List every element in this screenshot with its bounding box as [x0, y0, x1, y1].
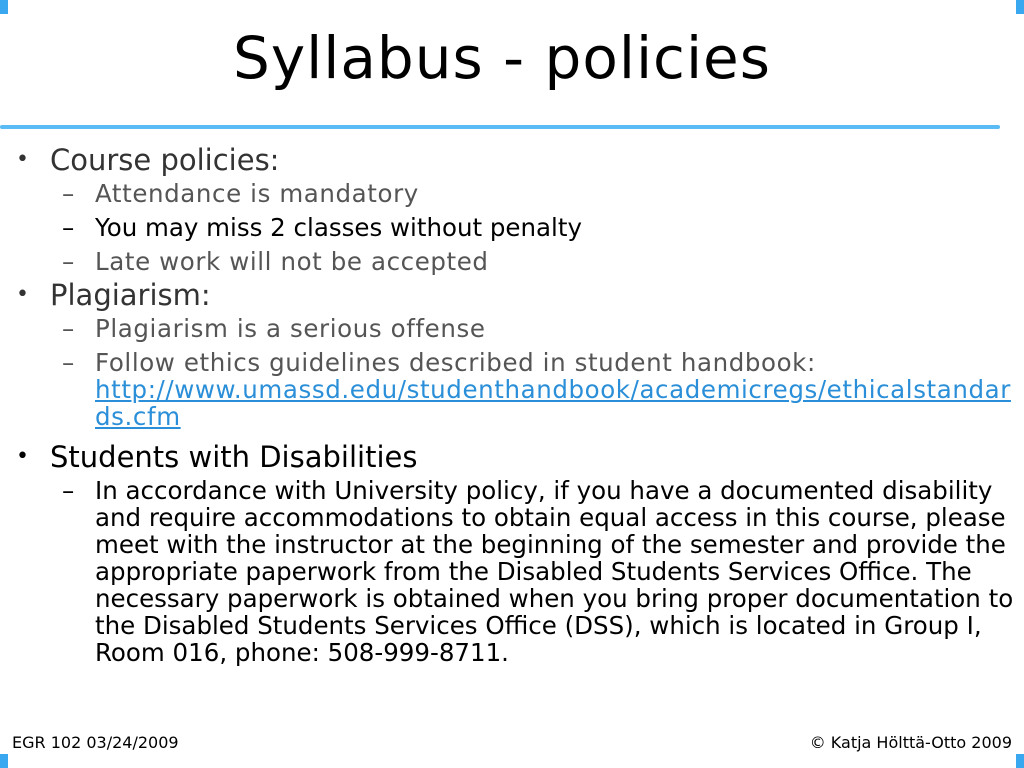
corner-marker-top-left: [0, 0, 8, 14]
dash-icon: –: [62, 247, 75, 276]
bullet-dot-icon: •: [16, 282, 29, 307]
section-heading: Plagiarism:: [50, 278, 211, 312]
sub-item-ethics-guidelines: [0, 349, 1020, 430]
sub-item-attendance: [0, 180, 1020, 207]
footer-course-date: EGR 102 03/24/2009: [12, 733, 179, 752]
dash-icon: –: [62, 179, 75, 208]
slide-content: [0, 140, 1020, 666]
corner-marker-bottom-left: [0, 754, 8, 768]
sub-item-text: Follow ethics guidelines described in student handbook:: [95, 348, 816, 377]
sub-item-text: Attendance is mandatory: [95, 179, 419, 208]
sub-item-missed-classes: [0, 214, 1020, 241]
bullet-dot-icon: •: [16, 147, 29, 172]
footer-copyright: © Katja Hölttä-Otto 2009: [809, 733, 1012, 752]
sub-item-text: In accordance with University policy, if you have a documented disability and require accommodations to obtain equal access in this course, please meet with the instructor at the beginning of the semester and provide the appropriate paperwork from the Disabled Students Services Office. The necessary paperwork is obtained when you bring proper documentation to the Disabled Students Services Office (DSS), which is located in Group I, Room 016, phone: 508-999-8711.: [95, 476, 1014, 667]
sub-item-plagiarism-offense: [0, 315, 1020, 342]
sub-item-text: Late work will not be accepted: [95, 247, 489, 276]
ethics-standards-link[interactable]: http://www.umassd.edu/studenthandbook/academicregs/ethicalstandards.cfm: [95, 375, 1011, 431]
dash-icon: –: [62, 213, 75, 242]
bullet-students-disabilities: [0, 437, 1020, 477]
sub-item-text: You may miss 2 classes without penalty: [95, 213, 582, 242]
sub-item-late-work: [0, 248, 1020, 275]
section-heading: Students with Disabilities: [50, 440, 418, 474]
bullet-plagiarism: [0, 275, 1020, 315]
corner-marker-top-right: [1016, 0, 1024, 14]
sub-item-text: Plagiarism is a serious offense: [95, 314, 486, 343]
dash-icon: –: [62, 314, 75, 343]
slide-title: Syllabus - policies: [233, 24, 771, 92]
bullet-course-policies: [0, 140, 1020, 180]
title-divider: [0, 125, 1000, 129]
dash-icon: –: [62, 348, 75, 377]
section-heading: Course policies:: [50, 143, 280, 177]
corner-marker-bottom-right: [1016, 754, 1024, 768]
sub-item-disability-policy: [0, 477, 1020, 666]
dash-icon: –: [62, 476, 75, 505]
bullet-dot-icon: •: [16, 444, 29, 469]
